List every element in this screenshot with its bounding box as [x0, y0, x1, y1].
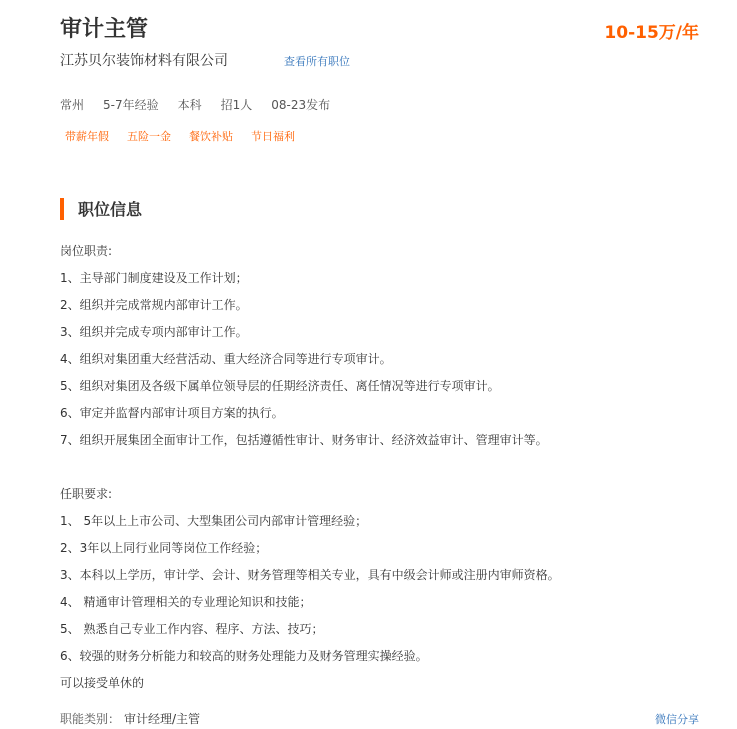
- duty-heading: 岗位职责:: [60, 244, 113, 258]
- section-accent-bar: [60, 198, 64, 220]
- requirement-item: 6、较强的财务分析能力和较高的财务处理能力及财务管理实操经验。: [60, 649, 428, 663]
- job-meta: [60, 96, 349, 113]
- welfare-tag: 带薪年假: [65, 130, 109, 143]
- view-all-jobs-link[interactable]: 查看所有职位: [284, 55, 350, 68]
- meta-education: 本科: [177, 98, 202, 112]
- job-category-label: 职能类别：: [60, 712, 121, 726]
- wechat-share-link[interactable]: 微信分享: [655, 713, 699, 726]
- job-title: 审计主管: [60, 17, 149, 42]
- meta-headcount: 招1人: [220, 98, 253, 112]
- welfare-tags: [65, 128, 313, 144]
- salary: 10-15万/年: [604, 23, 699, 43]
- requirement-item: 3、本科以上学历，审计学、会计、财务管理等相关专业，具有中级会计师或注册内审师资格。: [60, 568, 560, 582]
- duty-item: 5、组织对集团及各级下属单位领导层的任期经济责任、离任情况等进行专项审计。: [60, 379, 500, 393]
- duty-item: 7、组织开展集团全面审计工作，包括遵循性审计、财务审计、经济效益审计、管理审计等。: [60, 433, 548, 447]
- requirement-item: 5、 熟悉自己专业工作内容、程序、方法、技巧；: [60, 622, 324, 636]
- meta-publish-date: 08-23发布: [271, 98, 331, 112]
- meta-location: 常州: [60, 98, 85, 112]
- section-title: 职位信息: [78, 200, 143, 219]
- duty-item: 4、组织对集团重大经营活动、重大经济合同等进行专项审计。: [60, 352, 392, 366]
- job-category: [60, 710, 200, 727]
- duty-item: 2、组织并完成常规内部审计工作。: [60, 298, 248, 312]
- meta-experience: 5-7年经验: [103, 98, 159, 112]
- welfare-tag: 五险一金: [127, 130, 171, 143]
- company-name[interactable]: 江苏贝尔装饰材料有限公司: [60, 53, 228, 69]
- job-category-value[interactable]: 审计经理/主管: [124, 712, 201, 726]
- section-header: [60, 197, 142, 220]
- requirement-item: 4、 精通审计管理相关的专业理论知识和技能；: [60, 595, 312, 609]
- welfare-tag: 餐饮补贴: [189, 130, 233, 143]
- extra-note: 可以接受单休的: [60, 676, 145, 690]
- job-description: [60, 242, 700, 701]
- duty-item: 6、审定并监督内部审计项目方案的执行。: [60, 406, 284, 420]
- spacer: [60, 458, 700, 485]
- welfare-tag: 节日福利: [251, 130, 295, 143]
- requirement-heading: 任职要求:: [60, 487, 113, 501]
- duty-item: 1、主导部门制度建设及工作计划；: [60, 271, 248, 285]
- requirement-item: 1、 5年以上上市公司、大型集团公司内部审计管理经验；: [60, 514, 368, 528]
- requirement-item: 2、3年以上同行业同等岗位工作经验；: [60, 541, 268, 555]
- duty-item: 3、组织并完成专项内部审计工作。: [60, 325, 248, 339]
